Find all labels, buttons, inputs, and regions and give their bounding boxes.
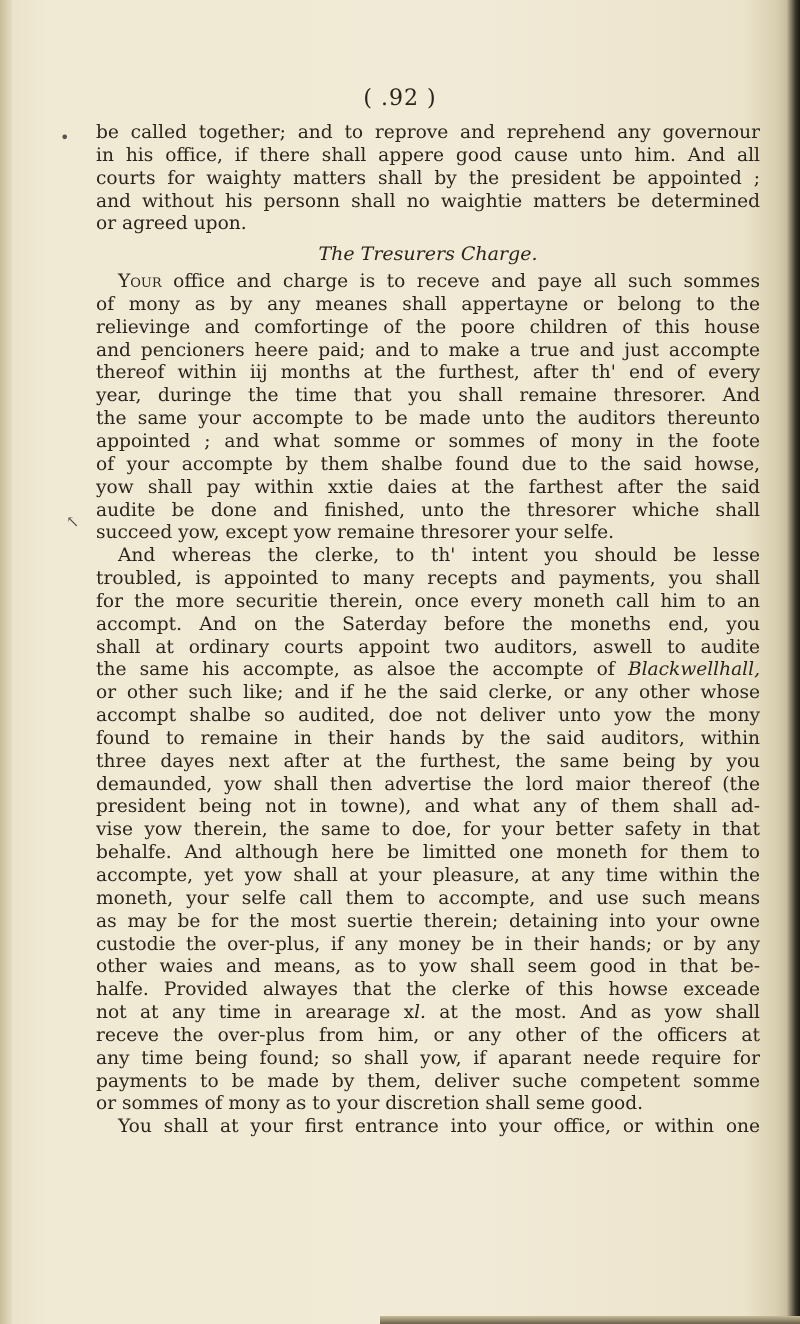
text-line: courts for waighty matters shall by the president be appointed ; (96, 167, 760, 189)
text-line: appointed ; and what somme or sommes of mony in the foote (96, 430, 760, 452)
text-line: behalfe. And although here be limitted one moneth for them to (96, 842, 760, 864)
section-heading: The Tresurers Charge. (318, 243, 538, 266)
text-line: the same your accompte to be made unto the auditors thereunto (96, 408, 760, 430)
page-bottom-edge (380, 1316, 800, 1324)
text-line: year, duringe the time that you shall remaine thresorer. And (96, 385, 760, 407)
margin-mark: • (60, 128, 70, 147)
text-fragment: not at any time in arearage x (96, 1002, 415, 1024)
text-line: vise yow therein, the same to doe, for your better safety in that (96, 819, 760, 841)
text-line: halfe. Provided alwayes that the clerke of this howse exceade (96, 979, 760, 1001)
text-line: troubled, is appointed to many recepts and payments, you shall (96, 568, 760, 590)
margin-mark: ↖ (66, 512, 80, 531)
text-line: accompt shalbe so audited, doe not deliver unto yow the mony (96, 705, 760, 727)
text-line (96, 271, 760, 294)
text-line: be called together; and to reprove and reprehend any governour (96, 122, 760, 143)
text-line: yow shall pay within xxtie daies at the farthest after the said (96, 476, 760, 498)
currency-abbrev: l. (414, 1002, 426, 1024)
text-line: thereof within iij months at the furthest, after th' end of every (96, 362, 760, 384)
text-line: And whereas the clerke, to th' intent you should be lesse (118, 545, 760, 567)
page-left-edge (0, 0, 12, 1324)
text-line: demaunded, yow shall then advertise the lord maior thereof (the (96, 773, 760, 795)
text-line: president being not in towne), and what any of them shall ad- (96, 796, 760, 818)
text-line: for the more securitie therein, once every moneth call him to an (96, 590, 760, 612)
text-line: and pencioners heere paid; and to make a true and just accompte (96, 339, 760, 361)
text-line: relievinge and comfortinge of the poore children of this house (96, 316, 760, 338)
page-number: ( .92 ) (363, 86, 437, 111)
text-line: in his office, if there shall appere good cause unto him. And all (96, 144, 760, 166)
text-line: accompte, yet yow shall at your pleasure, at any time within the (96, 865, 760, 886)
text-line: accompt. And on the Saterday before the moneths end, you (96, 613, 760, 635)
text-line: succeed yow, except yow remaine thresorer your selfe. (96, 522, 615, 544)
text-line: and without his personn shall no waightie matters be determined (96, 190, 760, 212)
text-line: or sommes of mony as to your discretion shall seme good. (96, 1093, 644, 1115)
text-line: payments to be made by them, deliver suche competent somme (96, 1070, 760, 1092)
text-line: or agreed upon. (96, 213, 247, 235)
text-line: receve the over-plus from him, or any other of the officers at (96, 1024, 760, 1046)
text-fragment: office and charge is to receve and paye all such sommes (161, 271, 760, 293)
place-name: Blackwellhall, (627, 659, 760, 681)
text-line: of mony as by any meanes shall appertayne or belong to the (96, 293, 760, 315)
text-line: of your accompte by them shalbe found due to the said howse, (96, 453, 760, 475)
text-line: three dayes next after at the furthest, the same being by you (96, 750, 760, 772)
text-line: any time being found; so shall yow, if aparant neede require for (96, 1047, 760, 1069)
text-line: or other such like; and if he the said clerke, or any other whose (96, 682, 760, 704)
body-text (96, 122, 760, 1139)
text-fragment: the same his accompte, as alsoe the accompte of (96, 659, 628, 681)
text-line: custodie the over-plus, if any money be in their hands; or by any (96, 933, 760, 955)
text-line: moneth, your selfe call them to accompte, and use such means (96, 887, 760, 909)
page-right-edge (786, 0, 800, 1324)
text-line (96, 659, 760, 682)
text-line: as may be for the most suertie therein; detaining into your owne (96, 910, 760, 932)
text-line: audite be done and finished, unto the thresorer whiche shall (96, 499, 760, 521)
text-line (96, 1002, 760, 1025)
text-line: other waies and means, as to yow shall seem good in that be- (96, 956, 760, 978)
text-line: shall at ordinary courts appoint two auditors, aswell to audite (96, 636, 760, 658)
text-line: You shall at your first entrance into your office, or within one (118, 1116, 760, 1138)
drop-word: Your (118, 271, 162, 293)
text-fragment: at the most. And as yow shall (425, 1002, 760, 1024)
text-line: found to remaine in their hands by the said auditors, within (96, 727, 760, 749)
